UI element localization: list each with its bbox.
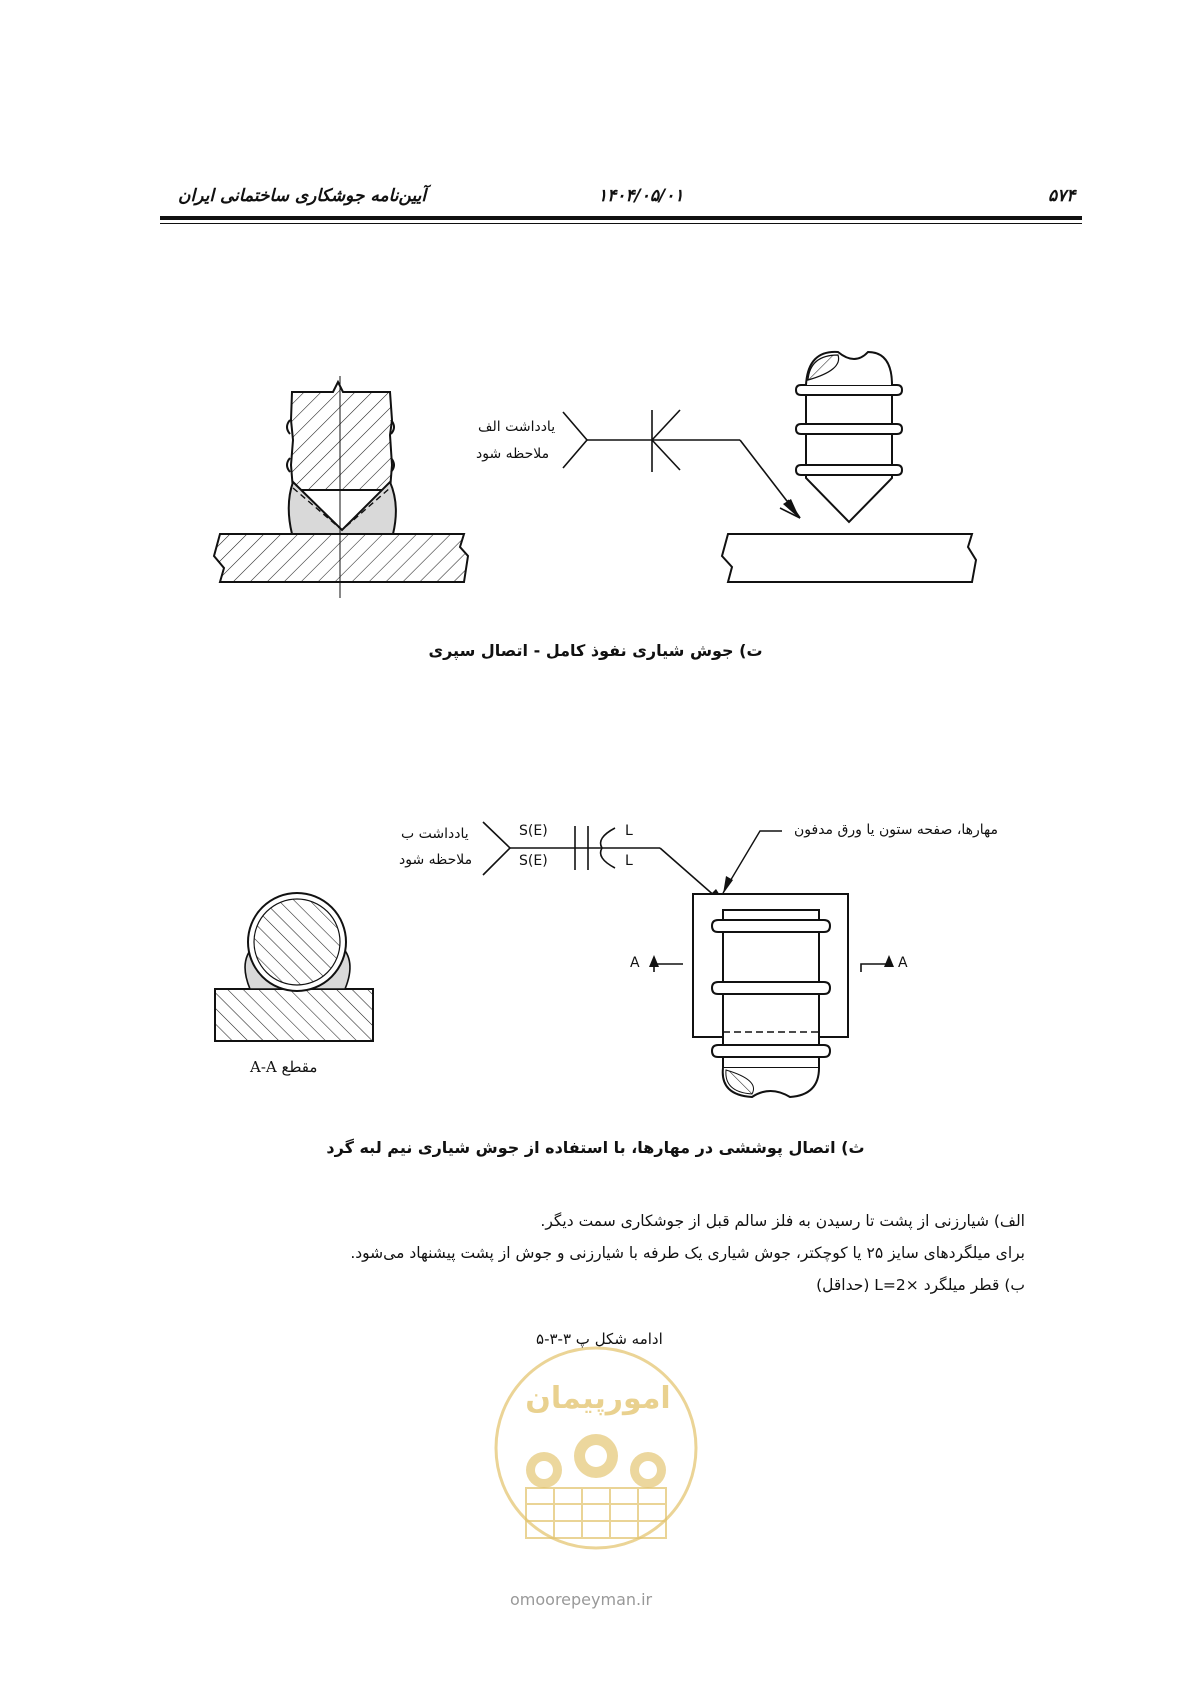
embedded-plate xyxy=(693,894,848,1097)
embedded-plate-label: مهارها، صفحه ستون یا ورق مدفون xyxy=(794,822,998,838)
note-line-2: برای میلگردهای سایز ۲۵ یا کوچکتر، جوش شیاری یک طرفه با شیارزنی و جوش از پشت پیشنهاد می‌شود. xyxy=(350,1244,1025,1262)
watermark-logo xyxy=(486,1338,706,1583)
note-a-line2: ملاحظه شود xyxy=(476,446,550,462)
note-b-line2: ملاحظه شود xyxy=(399,852,473,868)
symbol-l-top: L xyxy=(625,823,633,839)
symbol-l-bottom: L xyxy=(625,853,633,869)
symbol-se-top: S(E) xyxy=(519,823,548,839)
header-date: ۱۴۰۴/۰۵/۰۱ xyxy=(598,186,684,206)
note-a-line1: یادداشت الف xyxy=(478,419,556,435)
svg-text:امورپیمان: امورپیمان xyxy=(525,1381,671,1416)
symbol-se-bottom: S(E) xyxy=(519,853,548,869)
caption-figure-th: ث) اتصال پوششی در مهارها، با استفاده از جوش شیاری نیم لبه گرد xyxy=(326,1138,865,1157)
section-a-left: A xyxy=(630,955,640,971)
caption-figure-t: ت) جوش شیاری نفوذ کامل - اتصال سپری xyxy=(428,641,763,660)
figure-continuation-caption: ادامه شکل پ ۳-۳-۵ xyxy=(536,1330,663,1348)
section-aa-label: مقطع A-A xyxy=(250,1058,318,1076)
header-title: آیین‌نامه جوشکاری ساختمانی ایران xyxy=(178,186,427,206)
page-number: ۵۷۴ xyxy=(1048,186,1076,206)
watermark-site: omoorepeyman.ir xyxy=(510,1590,653,1609)
note-b-line1: یادداشت ب xyxy=(401,826,469,842)
section-a-right: A xyxy=(898,955,908,971)
section-plate xyxy=(215,989,373,1041)
note-line-3: ب) قطر میلگرد ×L=2 (حداقل) xyxy=(816,1276,1025,1294)
note-line-1: الف) شیارزنی از پشت تا رسیدن به فلز سالم قبل از جوشکاری سمت دیگر. xyxy=(540,1212,1025,1230)
